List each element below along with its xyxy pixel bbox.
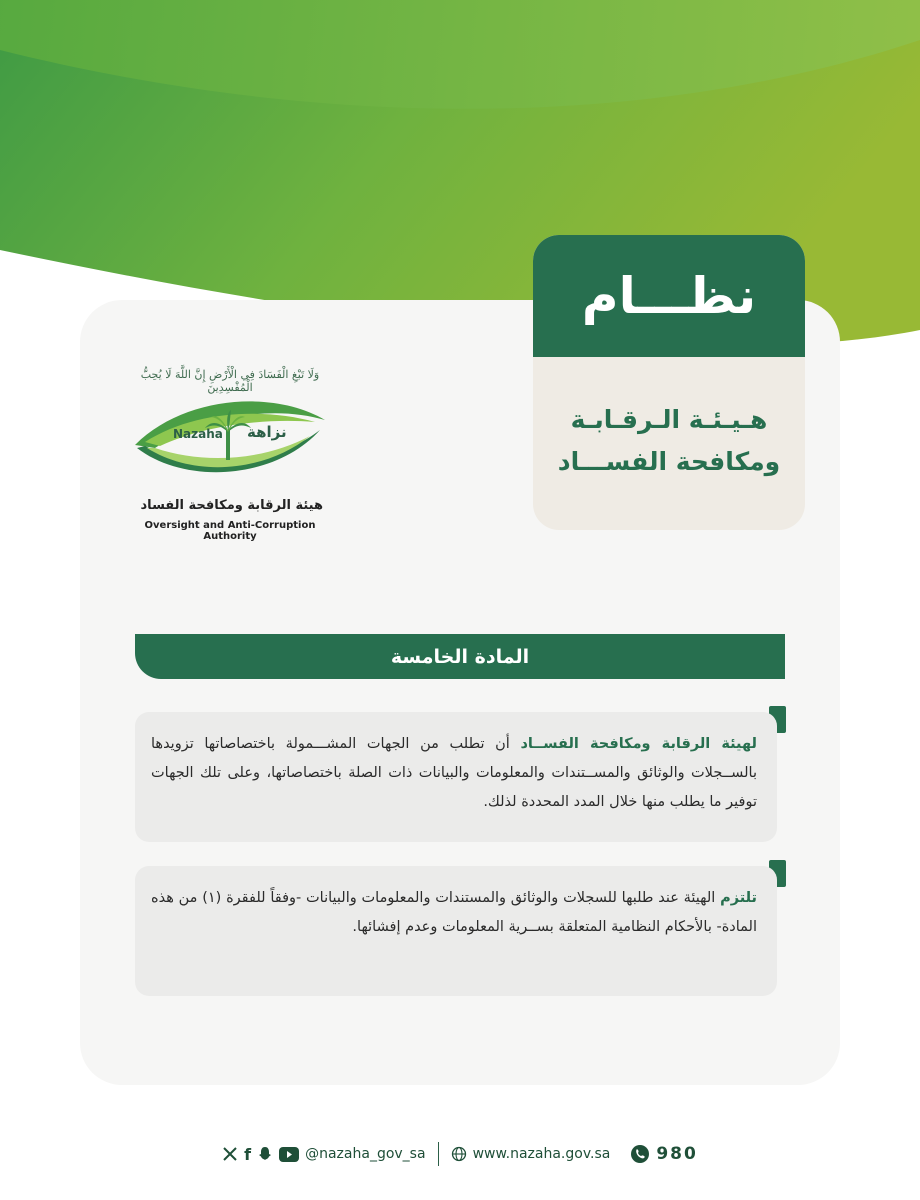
website-link[interactable]: www.nazaha.gov.sa (472, 1146, 611, 1162)
youtube-icon[interactable] (279, 1147, 299, 1162)
title-line-2: ومكافحة الفســـاد (557, 447, 781, 476)
paragraph-1-text: أن تطلب من الجهات المشـــمولة باختصاصاتها تزويدها بالســجلات والوثائق والمســتندات والمعلومات والبيانات ذات الصلة باختصاصاتها، وعلى تلك الجهات توفير ما يطلب منها خلال المدد المحددة لذلك. (151, 736, 757, 810)
social-handle[interactable]: @nazaha_gov_sa (305, 1146, 426, 1162)
footer (0, 1138, 920, 1170)
title-box (533, 235, 805, 530)
snapchat-icon[interactable] (257, 1146, 273, 1162)
section-title: المادة الخامسة (135, 634, 785, 679)
footer-divider (438, 1142, 439, 1166)
logo-verse: وَلَا تَبْغِ الْفَسَادَ فِي الْأَرْضِ إِنَّ اللَّهَ لَا يُحِبُّ الْمُفْسِدِينَ (140, 368, 320, 394)
paragraph-2-text: الهيئة عند طلبها للسجلات والوثائق والمستندات والمعلومات والبيانات -وفقاً للفقرة (١) من هذه المادة- بالأحكام النظامية المتعلقة بســرية المعلومات وعدم إفشائها. (151, 890, 757, 935)
paragraph-2 (135, 866, 777, 996)
x-icon[interactable] (222, 1146, 238, 1162)
hotline-number[interactable]: 980 (656, 1144, 698, 1164)
logo-wordmark-ar: نزاهة (247, 423, 287, 441)
nazaha-logo (125, 360, 335, 540)
title-line-1: هـيـئـة الـرقـابـة (570, 405, 768, 434)
authority-name-ar: هيئة الرقابة ومكافحة الفساد (140, 498, 323, 513)
paragraph-2-highlight: تلتزم (720, 890, 757, 906)
paragraph-1 (135, 712, 777, 842)
logo-wordmark-en: Nazaha (173, 427, 223, 441)
title-subtitle (533, 357, 805, 483)
phone-icon (630, 1144, 650, 1164)
title-main: نظـــام (533, 235, 805, 357)
authority-name-en: Oversight and Anti-Corruption Authority (144, 520, 316, 542)
globe-icon (451, 1146, 467, 1162)
facebook-icon[interactable]: f (244, 1144, 252, 1164)
paragraph-1-highlight: لهيئة الرقابة ومكافحة الفســاد (520, 736, 757, 752)
